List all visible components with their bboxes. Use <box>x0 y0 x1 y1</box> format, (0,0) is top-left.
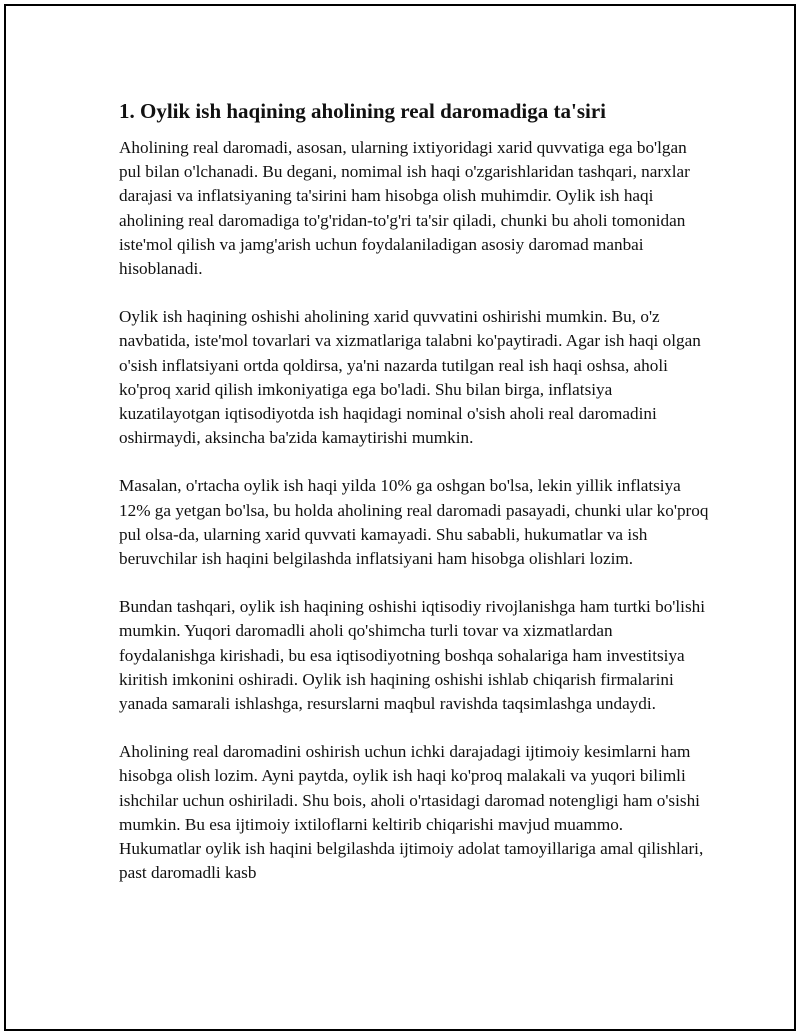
section-heading: 1. Oylik ish haqining aholining real daromadiga ta'siri <box>119 99 607 123</box>
paragraph-5: Aholining real daromadini oshirish uchun ichki darajadagi ijtimoiy kesimlarni ham hisobga olish lozim. Ayni paytda, oylik ish haqi ko'proq malakali va yuqori bilimli ishchilar uchun oshiriladi. Shu bois, aholi o'rtasidagi daromad notengligi ham o'sishi mumkin. Bu esa ijtimoiy ixtiloflarni keltirib chiqarishi mavjud muammo. Hukumatlar oylik ish haqini belgilashda ijtimoiy adolat tamoyillariga amal qilishlari, past daromadli kasb <box>119 742 704 883</box>
paragraph-3: Masalan, o'rtacha oylik ish haqi yilda 10% ga oshgan bo'lsa, lekin yillik inflatsiya 12% ga yetgan bo'lsa, bu holda aholining real daromadi pasayadi, chunki ular ko'proq pul olsa-da, ularning xarid quvvati kamayadi. Shu sababli, hukumatlar va ish beruvchilar ish haqini belgilashda inflatsiyani ham hisobga olishlari lozim. <box>119 476 709 569</box>
paragraph-2: Oylik ish haqining oshishi aholining xarid quvvatini oshirishi mumkin. Bu, o'z navbatida, iste'mol tovarlari va xizmatlariga talabni ko'paytiradi. Agar ish haqi olgan o'sish inflatsiyani ortda qoldirsa, ya'ni nazarda tutilgan real ish haqi oshsa, aholi ko'proq xarid qilish imkoniyatiga ega bo'ladi. Shu bilan birga, inflatsiya kuzatilayotgan iqtisodiyotda ish haqidagi nominal o'sish aholi real daromadini oshirmaydi, aksincha ba'zida kamaytirishi mumkin. <box>119 307 701 448</box>
document-body <box>119 96 709 909</box>
paragraph-4: Bundan tashqari, oylik ish haqining oshishi iqtisodiy rivojlanishga ham turtki bo'lishi mumkin. Yuqori daromadli aholi qo'shimcha turli tovar va xizmatlardan foydalanishga kirishadi, bu esa iqtisodiyotning boshqa sohalariga ham investitsiya kiritish imkonini oshiradi. Oylik ish haqining oshishi ishlab chiqarish firmalarini yanada samarali ishlashga, resurslarni maqbul ravishda taqsimlashga undaydi. <box>119 597 706 714</box>
document-page <box>4 4 796 1031</box>
paragraph-1: Aholining real daromadi, asosan, ularning ixtiyoridagi xarid quvvatiga ega bo'lgan pul bilan o'lchanadi. Bu degani, nomimal ish haqi o'zgarishlaridan tashqari, narxlar darajasi va inflatsiyaning ta'sirini ham hisobga olish muhimdir. Oylik ish haqi aholining real daromadiga to'g'ridan-to'g'ri ta'sir qiladi, chunki bu aholi tomonidan iste'mol qilish va jamg'arish uchun foydalaniladigan asosiy daromad manbai hisoblanadi. <box>119 138 690 279</box>
